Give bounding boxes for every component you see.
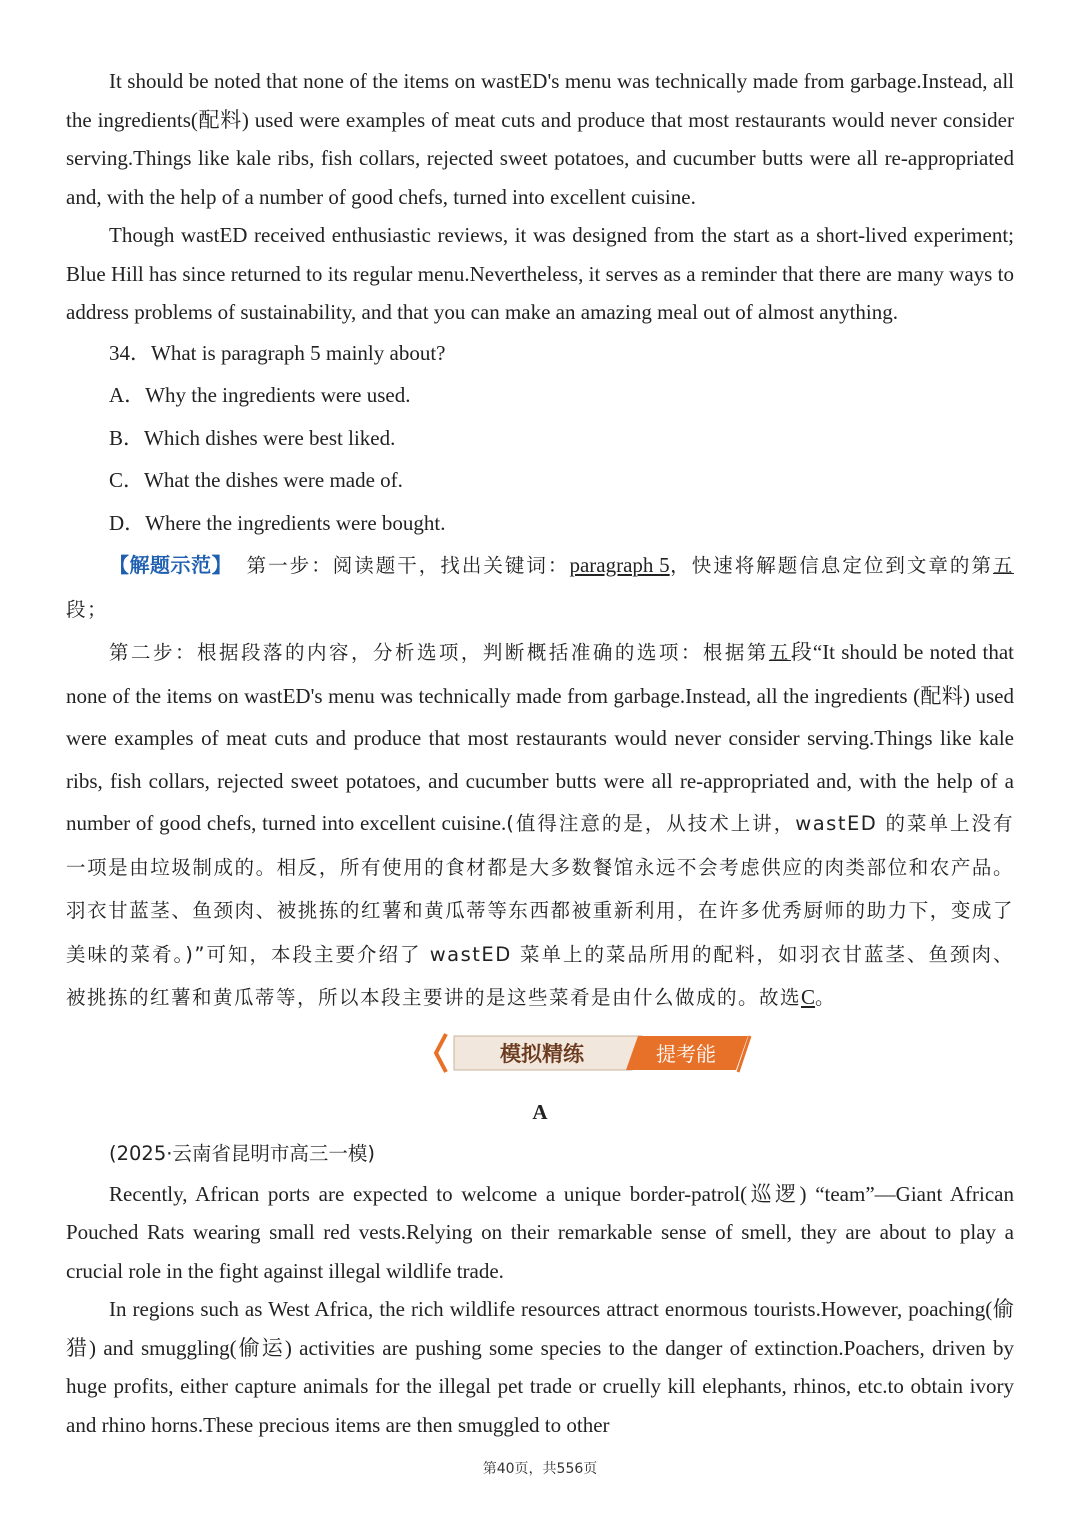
source-note: (2025·云南省昆明市高三一模) [109, 1141, 376, 1165]
solution-step-1: 【解题示范】 第一步：阅读题干，找出关键词：paragraph 5，快速将解题信息定位到文章的第五段； [66, 553, 1014, 621]
banner-left-text: 模拟精练 [500, 1041, 584, 1066]
section-banner [66, 1032, 1014, 1090]
passage-paragraph-6: Though wastED received enthusiastic reviews, it was designed from the start as a short-lived experiment; Blue Hill has since returned to its regular menu.Nevertheless, it serves as a reminder that there are many ways to address problems of sustainability, and that you can make an amazing meal out of almost anything. [66, 223, 1014, 324]
solution-step-2: 第二步：根据段落的内容，分析选项，判断概括准确的选项：根据第五段“It should be noted that none of the items on wastED's menu was technically made from garbage.Instead, all the ingredients (配料) used were examples of meat cuts and produce that most restaurants would never consider serving.Things like kale ribs, fish collars, rejected sweet potatoes, and cucumber butts were all re-appropriated and, with the help of a number of good chefs, turned into excellent cuisine.(值得注意的是，从技术上讲，wastED 的菜单上没有一项是由垃圾制成的。相反，所有使用的食材都是大多数餐馆永远不会考虑供应的肉类部位和农产品。羽衣甘蓝茎、鱼颈肉、被挑拣的红薯和黄瓜蒂等东西都被重新利用，在许多优秀厨师的助力下，变成了美味的菜肴。)”可知，本段主要介绍了 wastED 菜单上的菜品所用的配料，如羽衣甘蓝茎、鱼颈肉、被挑拣的红薯和黄瓜蒂等，所以本段主要讲的是这些菜肴是由什么做成的。故选C。 [66, 640, 1014, 1009]
left-chevron-icon [436, 1034, 446, 1072]
option-c: C．What the dishes were made of. [109, 468, 403, 492]
option-d: D．Where the ingredients were bought. [109, 510, 446, 535]
passage-a-paragraph-2: In regions such as West Africa, the rich wildlife resources attract enormous tourists.However, poaching(偷猎) and smuggling(偷运) activities are pushing some species to the danger of extinction.Poachers, driven by huge profits, either capture animals for the illegal pet trade or cruelly kill elephants, rhinos, etc.to obtain ivory and rhino horns.These precious items are then smuggled to other [66, 1297, 1014, 1437]
passage-a-paragraph-1: Recently, African ports are expected to welcome a unique border-patrol(巡逻) “team”—Giant African Pouched Rats wearing small red vests.Relying on their remarkable sense of smell, they are about to play a crucial role in the fight against illegal wildlife trade. [66, 1181, 1014, 1283]
section-letter: A [532, 1099, 548, 1124]
keyword: paragraph 5 [569, 553, 670, 577]
passage-paragraph-5: It should be noted that none of the items on wastED's menu was technically made from garbage.Instead, all the ingredients(配料) used were examples of meat cuts and produce that most restaurants would never consider serving.Things like kale ribs, fish collars, rejected sweet potatoes, and cucumber butts were all re-appropriated and, with the help of a number of good chefs, turned into excellent cuisine. [66, 69, 1014, 209]
page-footer: 第40页，共556页 [482, 1461, 598, 1477]
option-a: A．Why the ingredients were used. [109, 383, 411, 407]
solution-tag: 【解题示范】 [109, 553, 233, 577]
answer-letter: C [801, 985, 816, 1009]
question-stem: 34．What is paragraph 5 mainly about? [109, 340, 446, 365]
page-content [66, 62, 1014, 1444]
banner-right-text: 提考能 [656, 1041, 716, 1066]
option-b: B．Which dishes were best liked. [109, 425, 396, 450]
banner-graphic [432, 1032, 756, 1074]
